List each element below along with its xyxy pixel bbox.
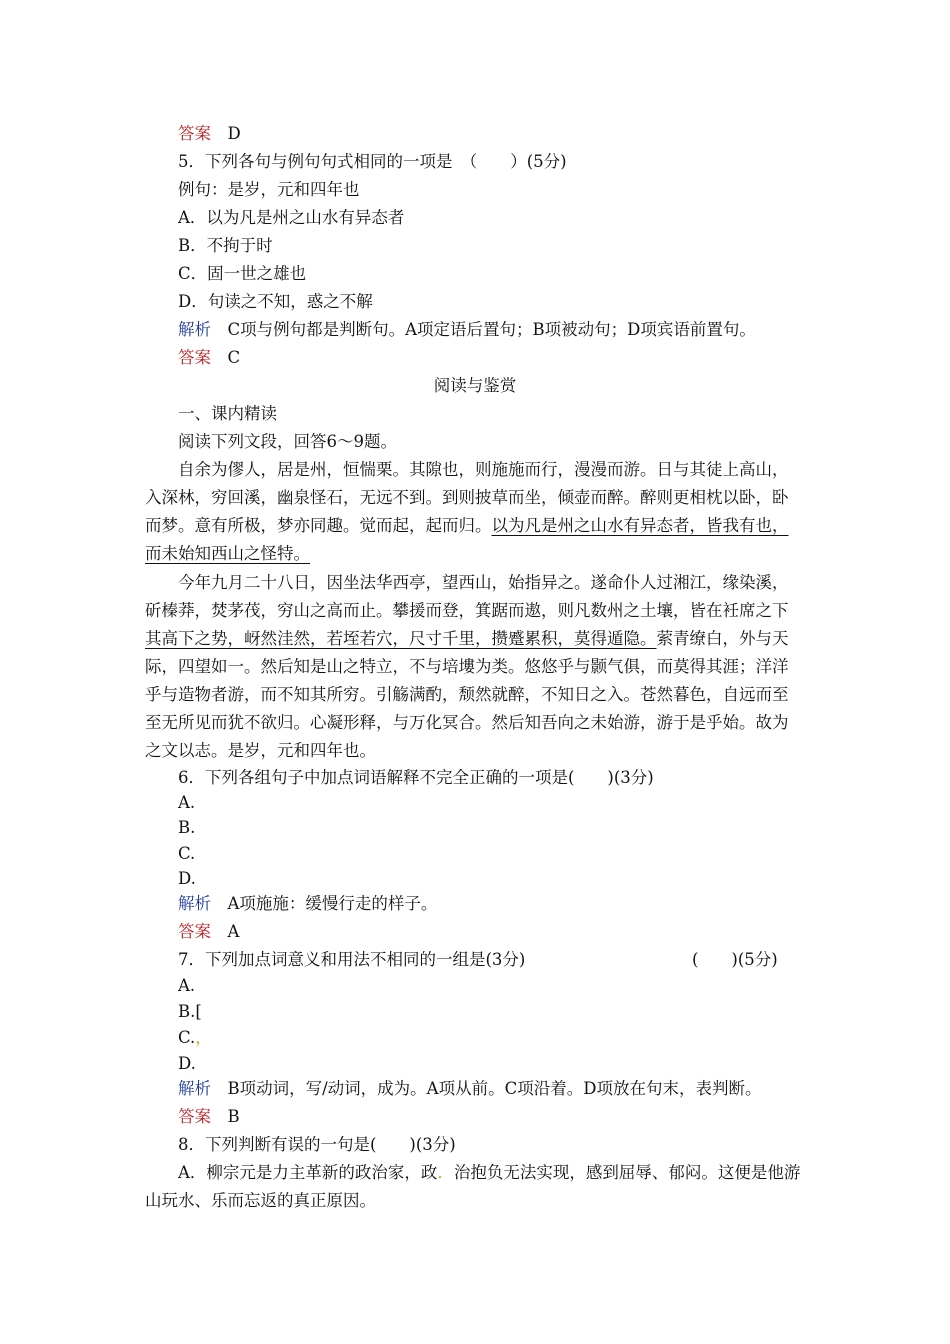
para2-line4: 际，四望如一。然后知是山之特立，不与培塿为类。悠悠乎与颢气俱，而莫得其涯；洋洋 (145, 657, 789, 676)
para1-line3-text: 而梦。意有所极，梦亦同趣。觉而起，起而归。 (145, 516, 492, 535)
answer-value: B (227, 1107, 240, 1126)
answer-value: A (227, 922, 240, 941)
para2-line1: 今年九月二十八日，因坐法华西亭，望西山，始指异之。遂命仆人过湘江，缘染溪， (178, 573, 789, 592)
analysis-text: C项与例句都是判断句。A项定语后置句；B项被动句；D项宾语前置句。 (227, 320, 756, 339)
para2-underlined-sentence: 其高下之势，岈然洼然，若垤若穴，尺寸千里，攒蹙累积，莫得遁隐。 (145, 629, 657, 648)
q5-answer (178, 347, 240, 369)
para2-line5: 乎与造物者游，而不知其所穷。引觞满酌，颓然就醉，不知日之入。苍然暮色，自远而至 (145, 685, 789, 704)
q8-option-a-text: A．柳宗元是力主革新的政治家，政 (178, 1163, 438, 1182)
q6-answer (178, 921, 239, 943)
para2-line3-text: 萦青缭白，外与天 (656, 629, 789, 648)
q7-analysis (178, 1078, 761, 1100)
emphasis-dot: ． (437, 1163, 454, 1182)
q8-option-a-text-cont: 治抱负无法实现，感到屈辱、郁闷。这便是他游 (453, 1163, 801, 1182)
q5-stem: 5．下列各句与例句句式相同的一项是 （ ）(5分) (178, 152, 567, 171)
para1-underlined-sentence: 以为凡是州之山水有异态者，皆我有也， (491, 516, 789, 535)
q7-option-d: D. (178, 1054, 196, 1073)
q4-answer-line (178, 123, 241, 145)
para2-line2: 斫榛莽，焚茅茷，穷山之高而止。攀援而登，箕踞而遨，则凡数州之土壤，皆在衽席之下 (145, 601, 789, 620)
para1-line3 (145, 515, 789, 537)
q5-option-d: D．句读之不知，惑之不解 (178, 292, 373, 311)
q7-option-c-label: C. (178, 1028, 196, 1047)
answer-label: 答案 (178, 922, 211, 941)
q7-option-a: A. (178, 976, 196, 995)
q8-option-a-line1 (178, 1162, 800, 1184)
para2-line7: 之文以志。是岁，元和四年也。 (145, 741, 376, 760)
q7-option-c (178, 1027, 212, 1049)
para2-line6: 至无所见而犹不欲归。心凝形释，与万化冥合。然后知吾向之未始游，游于是乎始。故为 (145, 713, 789, 732)
answer-label: 答案 (178, 348, 211, 367)
q6-option-d: D. (178, 869, 196, 888)
q6-analysis (178, 893, 437, 915)
q6-stem: 6．下列各组句子中加点词语解释不完全正确的一项是( )(3分) (178, 768, 654, 787)
q5-option-b: B．不拘于时 (178, 236, 273, 255)
analysis-text: B项动词，写/动词，成为。A项从前。C项沿着。D项放在句末，表判断。 (227, 1079, 762, 1098)
subsection-title: 一、课内精读 (178, 404, 277, 423)
para1-line1: 自余为僇人，居是州，恒惴栗。其隙也，则施施而行，漫漫而游。日与其徒上高山， (178, 460, 789, 479)
q5-analysis (178, 319, 756, 341)
para1-underlined-sentence-end: 而未始知西山之怪特。 (145, 544, 310, 563)
answer-value: D (227, 124, 241, 143)
analysis-label: 解析 (178, 320, 211, 339)
q5-example: 例句：是岁，元和四年也 (178, 180, 360, 199)
reading-instruction: 阅读下列文段，回答6～9题。 (178, 432, 397, 451)
q8-option-a-line2: 山玩水、乐而忘返的真正原因。 (145, 1191, 376, 1210)
q7-stem-score: ( )(5分) (692, 950, 778, 969)
para2-line3 (145, 628, 789, 650)
answer-label: 答案 (178, 1107, 211, 1126)
stray-mark: ， (195, 1028, 212, 1047)
para1-line4 (145, 543, 310, 565)
q7-answer (178, 1106, 240, 1128)
analysis-label: 解析 (178, 894, 211, 913)
q7-option-b: B.[ (178, 1002, 202, 1021)
answer-value: C (227, 348, 241, 367)
answer-label: 答案 (178, 124, 211, 143)
q7-stem: 7．下列加点词意义和用法不相同的一组是(3分) (178, 950, 526, 969)
analysis-label: 解析 (178, 1079, 211, 1098)
para1-line2: 入深林，穷回溪，幽泉怪石，无远不到。到则披草而坐，倾壶而醉。醉则更相枕以卧，卧 (145, 488, 789, 507)
q6-option-a: A. (178, 793, 196, 812)
analysis-text: A项施施：缓慢行走的样子。 (227, 894, 438, 913)
q5-option-a: A．以为凡是州之山水有异态者 (178, 208, 405, 227)
q6-option-c: C. (178, 844, 196, 863)
q5-option-c: C．固一世之雄也 (178, 264, 307, 283)
q8-stem: 8．下列判断有误的一句是( )(3分) (178, 1135, 456, 1154)
section-title: 阅读与鉴赏 (433, 376, 517, 395)
q6-option-b: B. (178, 818, 196, 837)
